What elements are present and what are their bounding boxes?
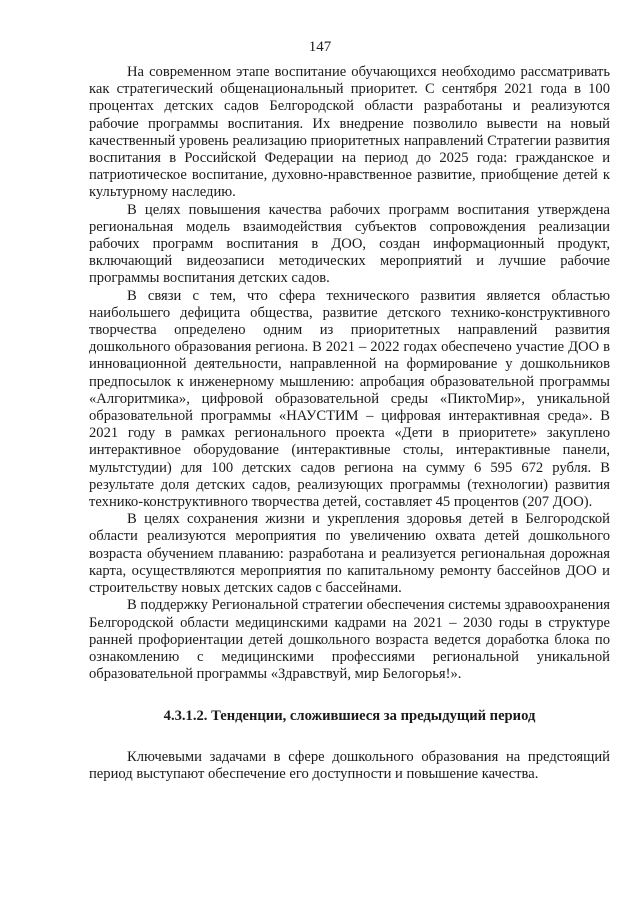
paragraph-regional-model: В целях повышения качества рабочих программ воспитания утверждена региональная модель взаимодействия субъектов сопровождения реализации рабочих программ воспитания в ДОО, создан информационный продукт, включающий видеозаписи методических мероприятий и лучшие рабочие программы воспитания детских садов. bbox=[89, 201, 610, 287]
paragraph-swimming-programs: В целях сохранения жизни и укрепления здоровья детей в Белгородской области реализуются мероприятия по увеличению охвата детей дошкольного возраста обучением плаванию: разработана и реализуется региональная дорожная карта, осуществляются мероприятия по капитальному ремонту бассейнов ДОО и строительству новых детских садов с бассейнами. bbox=[89, 511, 610, 597]
page-content bbox=[89, 64, 610, 783]
page-number: 147 bbox=[308, 39, 332, 55]
paragraph-technical-creativity: В связи с тем, что сфера технического развития является областью наибольшего дефицита общества, развитие детского технико-конструктивного творчества определено одним из приоритетных направлений развития дошкольного образования региона. В 2021 – 2022 годах обеспечено участие ДОО в инновационной деятельности, направленной на формирование у дошкольников предпосылок к инженерному мышлению: апробация образовательной программы «Алгоритмика», цифровой образовательной среды «ПиктоМир», уникальной образовательной программы «НАУСТИМ – цифровая интерактивная среда». В 2021 году в рамках регионального проекта «Дети в приоритете» закуплено интерактивное оборудование (интерактивные столы, интерактивные панели, мультстудии) для 100 детских садов региона на сумму 6 595 672 рубля. В результате доля детских садов, реализующих программы (технологии) развития технико-конструктивного творчества детей, составляет 45 процентов (207 ДОО). bbox=[89, 287, 610, 511]
section-heading: 4.3.1.2. Тенденции, сложившиеся за предыдущий период bbox=[163, 708, 536, 725]
paragraph-medical-career-guidance: В поддержку Региональной стратегии обеспечения системы здравоохранения Белгородской области медицинскими кадрами на 2021 – 2030 годы в структуре ранней профориентации детей дошкольного возраста ведется доработка блока по ознакомлению с медицинскими профессиями региональной уникальной образовательной программы «Здравствуй, мир Белогорья!». bbox=[89, 597, 610, 683]
paragraph-key-tasks: Ключевыми задачами в сфере дошкольного образования на предстоящий период выступают обеспечение его доступности и повышение качества. bbox=[89, 748, 610, 782]
paragraph-upbringing-priority: На современном этапе воспитание обучающихся необходимо рассматривать как стратегический общенациональный приоритет. С сентября 2021 года в 100 процентах детских садов Белгородской области разработаны и реализуются рабочие программы воспитания. Их внедрение позволило вывести на новый качественный уровень реализацию приоритетных направлений Стратегии развития воспитания в Российской Федерации на период до 2025 года: гражданское и патриотическое воспитание, духовно-нравственное развитие, приобщение детей к культурному наследию. bbox=[89, 64, 610, 201]
